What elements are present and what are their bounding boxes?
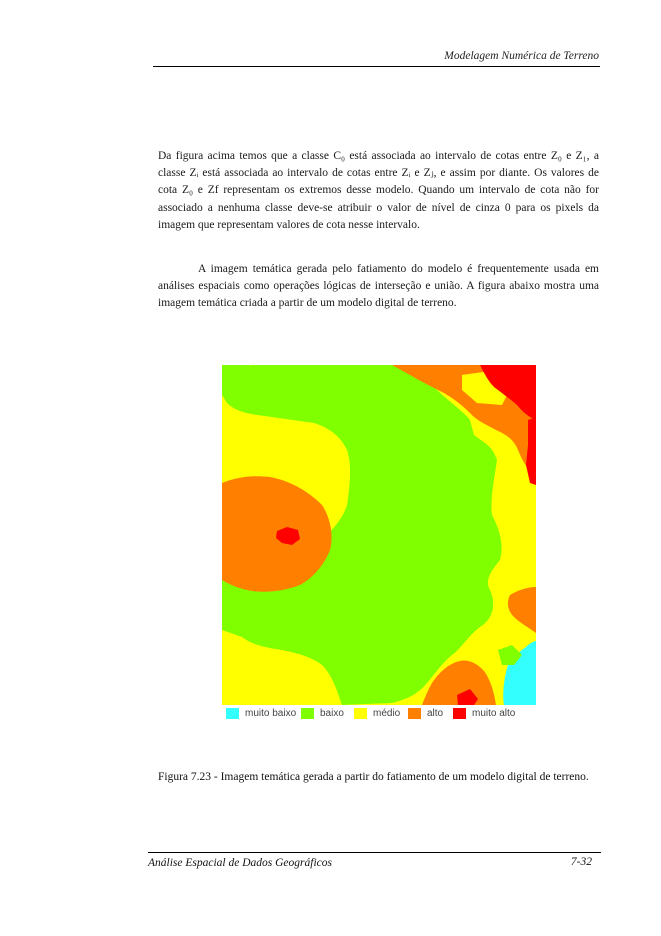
legend-item-medio xyxy=(354,708,400,719)
legend-item-baixo xyxy=(301,708,344,719)
legend-swatch xyxy=(354,708,367,719)
figure-caption: Figura 7.23 - Imagem temática gerada a partir do fatiamento de um modelo digital de terreno. xyxy=(158,771,589,783)
legend-swatch xyxy=(301,708,314,719)
legend-swatch xyxy=(408,708,421,719)
legend-swatch xyxy=(226,708,239,719)
paragraph-2: A imagem temática gerada pelo fatiamento do modelo é frequentemente usada em análises espaciais como operações lógicas de interseção e união. A figura abaixo mostra uma imagem temática criada a partir de um modelo digital de terreno. xyxy=(158,263,599,310)
paragraph-1: Da figura acima temos que a classe C₀ está associada ao intervalo de cotas entre Z₀ e Z₁, a classe Zᵢ está associada ao intervalo de cotas entre Zᵢ e Zⱼ, e assim por diante. Os valores de cota Z₀ e Zf representam os extremos desse modelo. Quando um intervalo de cota não for associado a nenhuma classe deve-se atribuir o valor de nível de cinza 0 para os pixels da imagem que representam valores de cota nesse intervalo. xyxy=(158,150,599,231)
thematic-map-svg xyxy=(222,365,536,705)
legend-item-muito-alto xyxy=(453,708,515,719)
map-legend xyxy=(226,708,546,724)
footer-title: Análise Espacial de Dados Geográficos xyxy=(148,857,332,869)
legend-swatch xyxy=(453,708,466,719)
header-rule xyxy=(153,66,600,67)
legend-label: alto xyxy=(427,708,444,719)
thematic-map-image xyxy=(222,365,536,705)
page-number: 7-32 xyxy=(570,856,592,868)
footer-rule xyxy=(148,852,601,853)
legend-label: muito alto xyxy=(472,708,516,719)
legend-label: baixo xyxy=(320,708,344,719)
legend-label: muito baixo xyxy=(245,708,297,719)
running-header: Modelagem Numérica de Terreno xyxy=(444,50,599,62)
legend-item-muito-baixo xyxy=(226,708,296,719)
legend-item-alto xyxy=(408,708,443,719)
legend-label: médio xyxy=(373,708,401,719)
